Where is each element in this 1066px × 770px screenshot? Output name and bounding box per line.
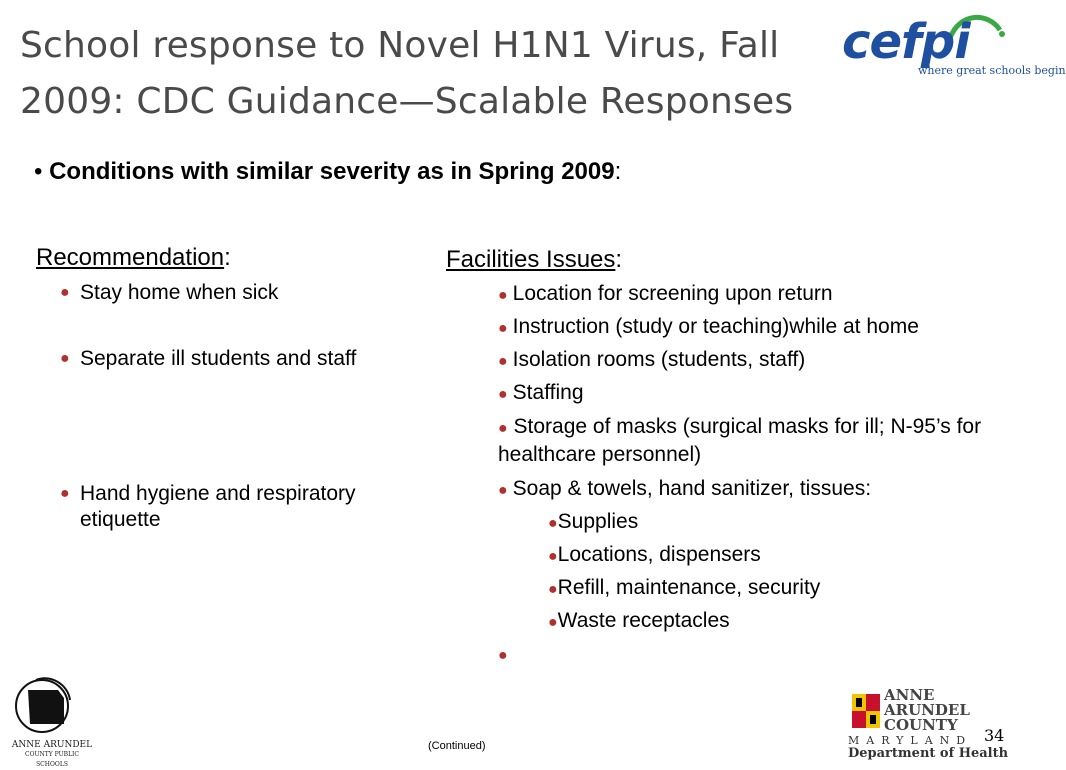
bullet-icon: ●: [498, 353, 508, 370]
bullet-icon: ●: [60, 350, 70, 367]
aacps-logo: [10, 676, 94, 768]
list-item: ● Isolation rooms (students, staff): [498, 348, 806, 371]
bullet-icon: ●: [498, 482, 508, 499]
recommendation-column: [36, 243, 436, 531]
sub-list-item: ●Waste receptacles: [548, 609, 730, 632]
list-item: ● Storage of masks (surgical masks for ill; N-95’s for healthcare personnel): [498, 415, 982, 466]
bullet-icon: ●: [548, 614, 558, 631]
facilities-column: [446, 245, 1018, 664]
cefpi-wordmark: cefpi: [842, 14, 970, 70]
bullet-icon: ●: [548, 581, 558, 598]
bullet-icon: ●: [498, 287, 508, 304]
condition-text: Conditions with similar severity as in Spring 2009: [49, 158, 615, 185]
bullet-icon: ●: [498, 386, 508, 403]
condition-line: [34, 158, 621, 186]
condition-suffix: :: [614, 158, 622, 185]
title-line-2: 2009: CDC Guidance—Scalable Responses: [20, 81, 794, 122]
list-item: ● Staffing: [498, 381, 584, 404]
empty-list-item: [498, 641, 513, 669]
list-item: ● Separate ill students and staff: [60, 347, 357, 370]
sub-list-item: ●Locations, dispensers: [548, 543, 761, 566]
bullet-icon: ●: [498, 420, 508, 437]
sub-list-item: ●Refill, maintenance, security: [548, 576, 821, 599]
list-item: ● Soap & towels, hand sanitizer, tissues:: [498, 477, 872, 500]
county-flag-icon: [852, 694, 880, 728]
cefpi-logo: [842, 10, 1066, 86]
aacps-emblem-icon: [10, 676, 94, 738]
condition-bullet: •: [34, 158, 43, 185]
title-line-1: School response to Novel H1N1 Virus, Fall: [20, 25, 780, 66]
bullet-icon: ●: [548, 548, 558, 565]
sub-list-item: ●Supplies: [548, 510, 639, 533]
page-number: 34: [984, 726, 1005, 745]
cefpi-tagline: where great schools begin: [918, 64, 1066, 77]
health-county-name: ANNE ARUNDEL COUNTY: [884, 686, 970, 734]
bullet-icon: ●: [498, 647, 508, 664]
list-item: ● Location for screening upon return: [498, 282, 833, 305]
health-state: MARYLAND: [848, 734, 973, 747]
list-item: ● Instruction (study or teaching)while at home: [498, 315, 919, 338]
bullet-icon: ●: [548, 515, 558, 532]
bullet-icon: ●: [60, 485, 70, 502]
list-item: ● Stay home when sick: [60, 281, 279, 304]
facilities-heading: Facilities Issues:: [446, 246, 623, 273]
health-department-label: Department of Health: [848, 746, 1009, 761]
recommendation-heading: Recommendation:: [36, 244, 231, 271]
slide-title: [20, 18, 840, 130]
bullet-icon: ●: [498, 320, 508, 337]
continued-note: (Continued): [428, 740, 486, 752]
aacps-text: ANNE ARUNDEL COUNTY PUBLIC SCHOOLS: [11, 740, 93, 768]
list-item: ● Hand hygiene and respiratory etiquette: [60, 482, 356, 531]
bullet-icon: ●: [60, 284, 70, 301]
